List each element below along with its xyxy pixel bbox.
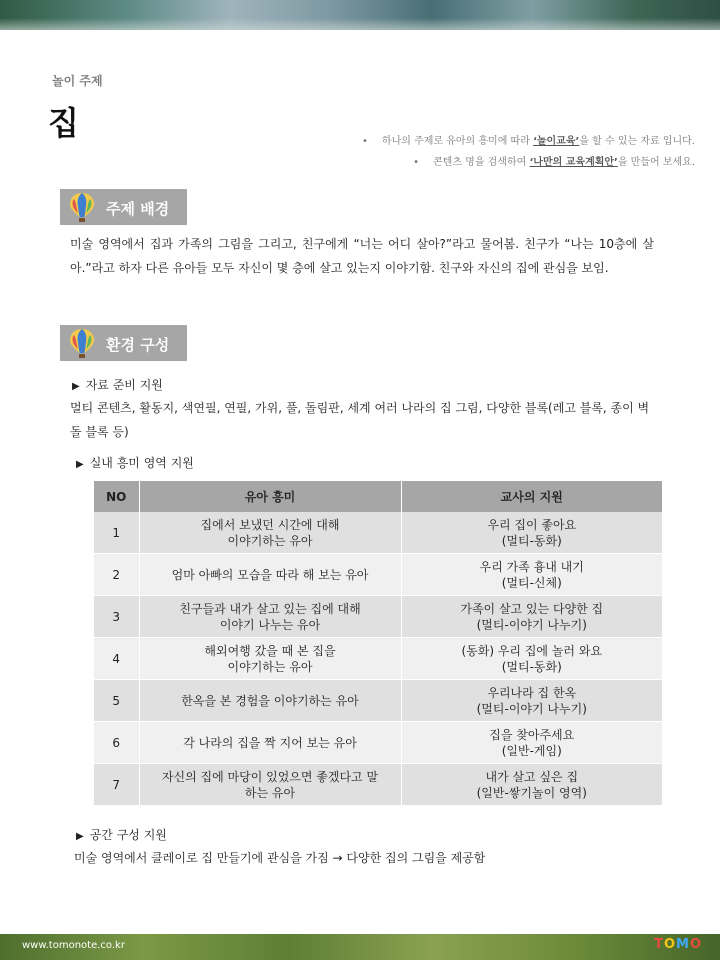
table-row (94, 722, 662, 764)
note-line: • 하나의 주제로 유아의 흥미에 따라 ‘놀이교육’을 할 수 있는 자료 입니다. (362, 136, 695, 147)
table-row (94, 638, 662, 680)
interest-support-table (94, 481, 662, 806)
table-header-row (94, 481, 662, 512)
interest-cell: 엄마 아빠의 모습을 따라 해 보는 유아 (139, 554, 401, 596)
materials-heading: ▶ 자료 준비 지원 (72, 378, 163, 392)
table-row (94, 554, 662, 596)
support-cell: 우리나라 집 한옥 (멀티-이야기 나누기) (401, 680, 662, 722)
interest-cell: 한옥을 본 경험을 이야기하는 유아 (139, 680, 401, 722)
indoor-heading: ▶ 실내 흥미 영역 지원 (76, 456, 194, 470)
interest-cell: 해외여행 갔을 때 본 집을 이야기하는 유아 (139, 638, 401, 680)
column-header: NO (94, 481, 139, 512)
materials-text: 멀티 콘텐츠, 활동지, 색연필, 연필, 가위, 풀, 돌림판, 세계 여러 나라의 집 그림, 다양한 블록(레고 블록, 종이 벽돌 블록 등) (70, 401, 650, 439)
support-cell: 내가 살고 싶은 집 (일반-쌓기놀이 영역) (401, 764, 662, 806)
row-number: 5 (94, 680, 139, 722)
footer-bar (0, 934, 720, 960)
support-cell: 집을 찾아주세요 (일반-게임) (401, 722, 662, 764)
top-banner-image (0, 0, 720, 30)
row-number: 1 (94, 512, 139, 554)
section-title: 주제 배경 (106, 200, 170, 218)
interest-cell: 친구들과 내가 살고 있는 집에 대해 이야기 나누는 유아 (139, 596, 401, 638)
interest-cell: 집에서 보냈던 시간에 대해 이야기하는 유아 (139, 512, 401, 554)
note-link[interactable]: ‘놀이교육’ (533, 136, 580, 147)
bullet-dot-icon: • (413, 157, 419, 168)
section-title: 환경 구성 (106, 336, 170, 354)
bullet-dot-icon: • (362, 136, 368, 147)
website-url[interactable]: www.tomonote.co.kr (22, 940, 125, 951)
row-number: 3 (94, 596, 139, 638)
table-row (94, 680, 662, 722)
hot-air-balloon-icon (66, 191, 98, 223)
support-cell: 우리 가족 흉내 내기 (멀티-신체) (401, 554, 662, 596)
row-number: 7 (94, 764, 139, 806)
support-cell: (동화) 우리 집에 놀러 와요 (멀티-동화) (401, 638, 662, 680)
note-link[interactable]: ‘나만의 교육계획안’ (529, 157, 618, 168)
triangle-bullet-icon: ▶ (76, 459, 84, 470)
row-number: 6 (94, 722, 139, 764)
triangle-bullet-icon: ▶ (72, 381, 80, 392)
table-row (94, 596, 662, 638)
table-row (94, 764, 662, 806)
table-row (94, 512, 662, 554)
support-cell: 가족이 살고 있는 다양한 집 (멀티-이야기 나누기) (401, 596, 662, 638)
brand-logo: TOMO (654, 937, 702, 952)
intro-notes (362, 131, 695, 173)
triangle-bullet-icon: ▶ (76, 831, 84, 842)
column-header: 유아 흥미 (139, 481, 401, 512)
page-title: 집 (48, 104, 80, 142)
background-text: 미술 영역에서 집과 가족의 그림을 그리고, 친구에게 “너는 어디 살아?”라고 물어봄. 친구가 “나는 10층에 살아.”라고 하자 다른 유아들 모두 자신이 몇 층에 살고 있는지 이야기함. 친구와 자신의 집에 관심을 보임. (70, 237, 654, 275)
hot-air-balloon-icon (66, 327, 98, 359)
interest-cell: 각 나라의 집을 짝 지어 보는 유아 (139, 722, 401, 764)
section-header-environment (60, 325, 187, 361)
interest-cell: 자신의 집에 마당이 있었으면 좋겠다고 말 하는 유아 (139, 764, 401, 806)
space-heading: ▶ 공간 구성 지원 (76, 828, 167, 842)
column-header: 교사의 지원 (401, 481, 662, 512)
note-line: • 콘텐츠 명을 검색하여 ‘나만의 교육계획안’을 만들어 보세요. (413, 157, 695, 168)
support-cell: 우리 집이 좋아요 (멀티-동화) (401, 512, 662, 554)
space-text: 미술 영역에서 클레이로 집 만들기에 관심을 가짐 → 다양한 집의 그림을 제공함 (74, 851, 486, 865)
section-header-background (60, 189, 187, 225)
category-label: 놀이 주제 (52, 74, 103, 88)
row-number: 4 (94, 638, 139, 680)
row-number: 2 (94, 554, 139, 596)
